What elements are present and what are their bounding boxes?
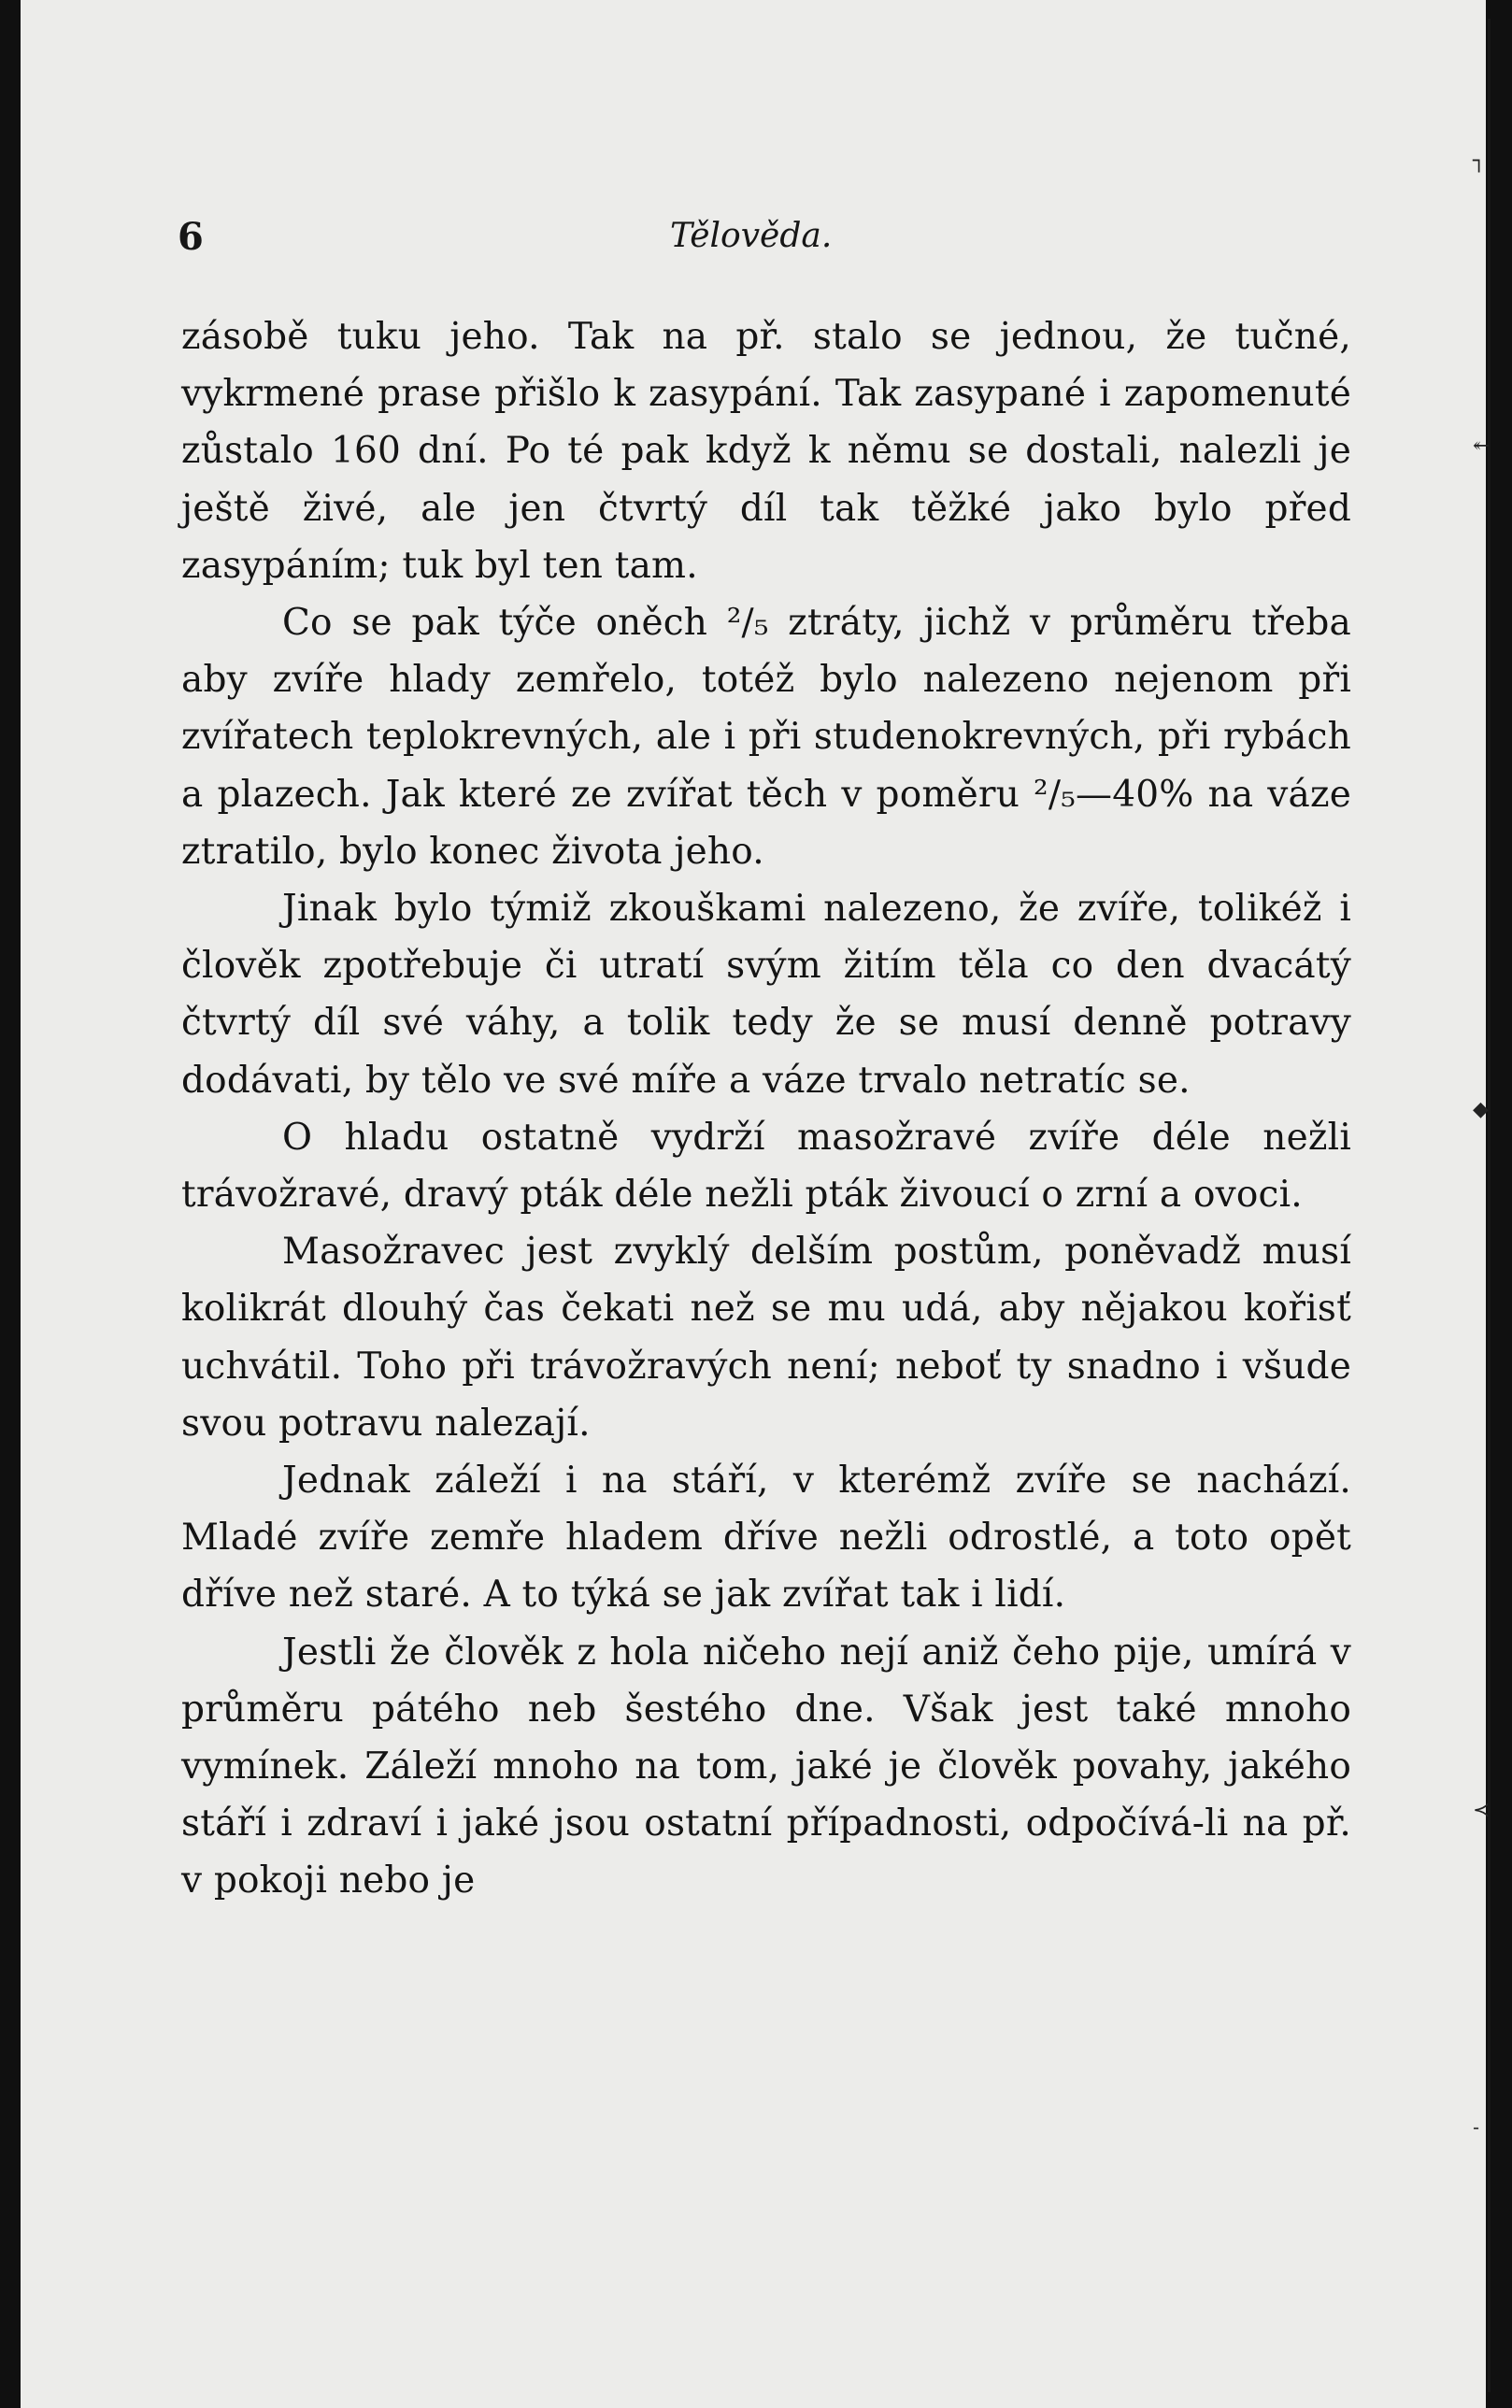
- book-page: [21, 0, 1486, 2408]
- running-title: Tělověda.: [670, 217, 833, 255]
- page-number: 6: [178, 215, 204, 259]
- page-header: [161, 215, 1357, 271]
- paragraph-3: Jinak bylo týmiž zkouškami nalezeno, že zvíře, tolikéž i člověk zpotřebuje či utratí svým žitím těla co den dvacátý čtvrtý díl své váhy, a tolik tedy že se musí denně potravy dodávati, by tělo ve své míře a váze trvalo netratíc se.: [181, 888, 1351, 1102]
- paragraph-7: Jestli že člověk z hola ničeho nejí aniž čeho pije, umírá v průměru pátého neb šestého dne. Však jest také mnoho vymínek. Záleží mnoho na tom, jaké je člověk povahy, jakého stáří i zdraví i jaké jsou ostatní případnosti, odpočívá-li na př. v pokoji nebo je: [181, 1631, 1351, 1902]
- paragraph-4: O hladu ostatně vydrží masožravé zvíře déle nežli trávožravé, dravý pták déle nežli pták živoucí o zrní a ovoci.: [181, 1116, 1351, 1217]
- scan-edge-marks: ┐ ↞ ◆ ≺ ˗: [1473, 150, 1491, 2140]
- paragraph-6: Jednak záleží i na stáří, v kterémž zvíře se nachází. Mladé zvíře zemře hladem dříve nežli odrostlé, a toto opět dříve než staré. A to týká se jak zvířat tak i lidí.: [181, 1460, 1351, 1617]
- body-text: [181, 308, 1351, 1910]
- paragraph-1: zásobě tuku jeho. Tak na př. stalo se jednou, že tučné, vykrmené prase přišlo k zasypání. Tak zasypané i zapomenuté zůstalo 160 dní. Po té pak když k němu se dostali, nalezli je ještě živé, ale jen čtvrtý díl tak těžké jako bylo před zasypáním; tuk byl ten tam.: [181, 316, 1351, 587]
- paragraph-2: Co se pak týče oněch ²/₅ ztráty, jichž v průměru třeba aby zvíře hlady zemřelo, totéž bylo nalezeno nejenom při zvířatech teplokrevných, ale i při studenokrevných, při rybách a plazech. Jak které ze zvířat těch v poměru ²/₅—40% na váze ztratilo, bylo konec života jeho.: [181, 602, 1351, 873]
- paragraph-5: Masožravec jest zvyklý delším postům, poněvadž musí kolikrát dlouhý čas čekati než se mu udá, aby nějakou kořisť uchvátil. Toho při trávožravých není; neboť ty snadno i všude svou potravu nalezají.: [181, 1231, 1351, 1445]
